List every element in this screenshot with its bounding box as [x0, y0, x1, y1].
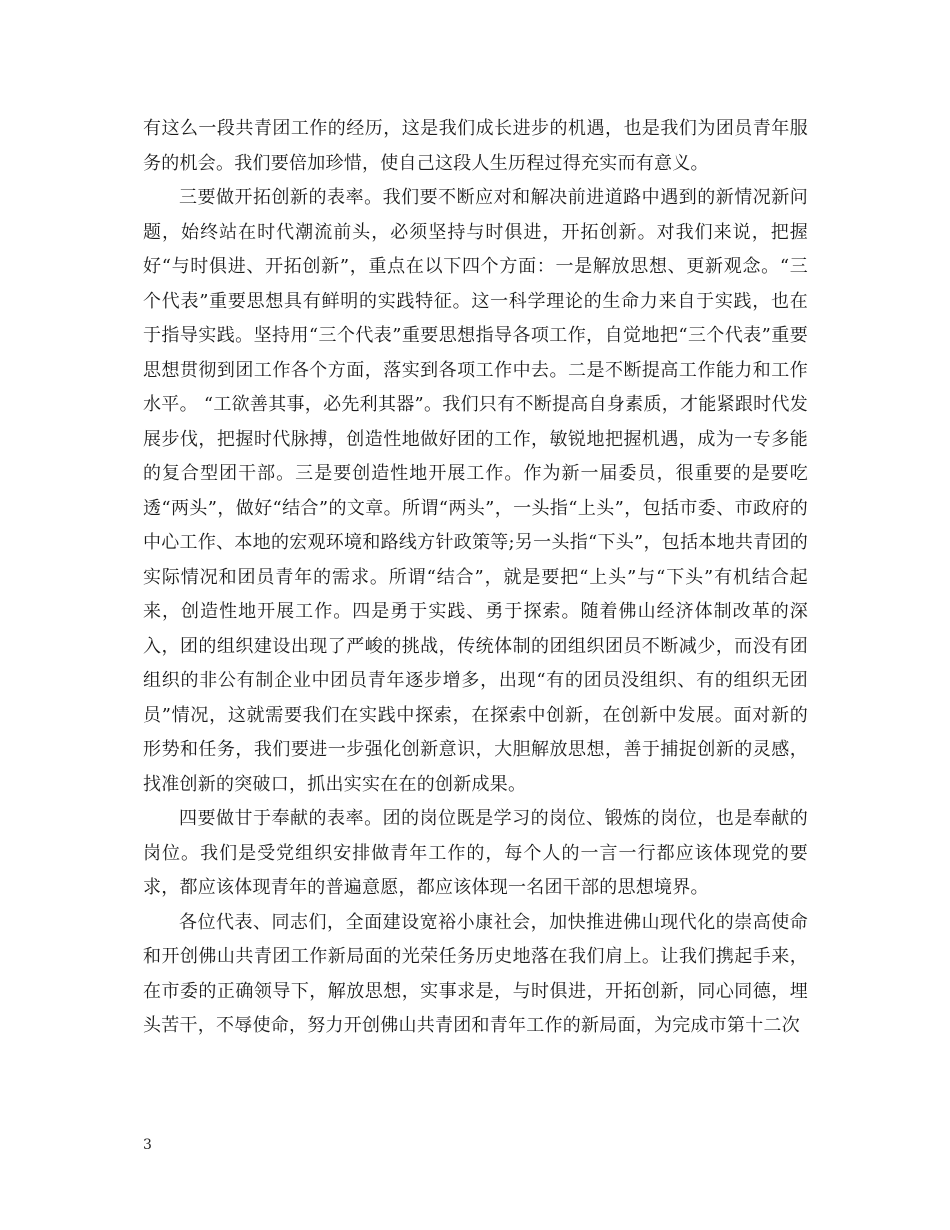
paragraph-4: 各位代表、同志们，全面建设宽裕小康社会，加快推进佛山现代化的崇高使命和开创佛山共青团工作新局面的光荣任务历史地落在我们肩上。让我们携起手来，在市委的正确领导下，解放思想，实事求是，与时俱进，开拓创新，同心同德，埋头苦干，不辱使命，努力开创佛山共青团和青年工作的新局面，为完成市第十二次 [143, 911, 808, 1036]
paragraph-3: 四要做甘于奉献的表率。团的岗位既是学习的岗位、锻炼的岗位，也是奉献的岗位。我们是受党组织安排做青年工作的，每个人的一言一行都应该体现党的要求，都应该体现青年的普遍意愿，都应该体现一名团干部的思想境界。 [143, 808, 808, 898]
page-number: 3 [143, 1137, 152, 1153]
document-body [143, 112, 808, 1044]
paragraph-1: 有这么一段共青团工作的经历，这是我们成长进步的机遇，也是我们为团员青年服务的机会。我们要倍加珍惜，使自己这段人生历程过得充实而有意义。 [143, 118, 808, 174]
paragraph-2: 三要做开拓创新的表率。我们要不断应对和解决前进道路中遇到的新情况新问题，始终站在时代潮流前头，必须坚持与时俱进，开拓创新。对我们来说，把握好“与时俱进、开拓创新”，重点在以下四个方面：一是解放思想、更新观念。“三个代表”重要思想具有鲜明的实践特征。这一科学理论的生命力来自于实践，也在于指导实践。坚持用“三个代表”重要思想指导各项工作，自觉地把“三个代表”重要思想贯彻到团工作各个方面，落实到各项工作中去。二是不断提高工作能力和工作水平。 “工欲善其事，必先利其器”。我们只有不断提高自身素质，才能紧跟时代发展步伐，把握时代脉搏，创造性地做好团的工作，敏锐地把握机遇，成为一专多能的复合型团干部。三是要创造性地开展工作。作为新一届委员，很重要的是要吃透“两头”，做好“结合”的文章。所谓“两头”，一头指“上头”，包括市委、市政府的中心工作、本地的宏观环境和路线方针政策等;另一头指“下头”，包括本地共青团的实际情况和团员青年的需求。所谓“结合”，就是要把“上头”与“下头”有机结合起来，创造性地开展工作。四是勇于实践、勇于探索。随着佛山经济体制改革的深入，团的组织建设出现了严峻的挑战，传统体制的团组织团员不断减少，而没有团组织的非公有制企业中团员青年逐步增多，出现“有的团员没组织、有的组织无团员”情况，这就需要我们在实践中探索，在探索中创新，在创新中发展。面对新的形势和任务，我们要进一步强化创新意识，大胆解放思想，善于捕捉创新的灵感，找准创新的突破口，抓出实实在在的创新成果。 [143, 187, 808, 795]
